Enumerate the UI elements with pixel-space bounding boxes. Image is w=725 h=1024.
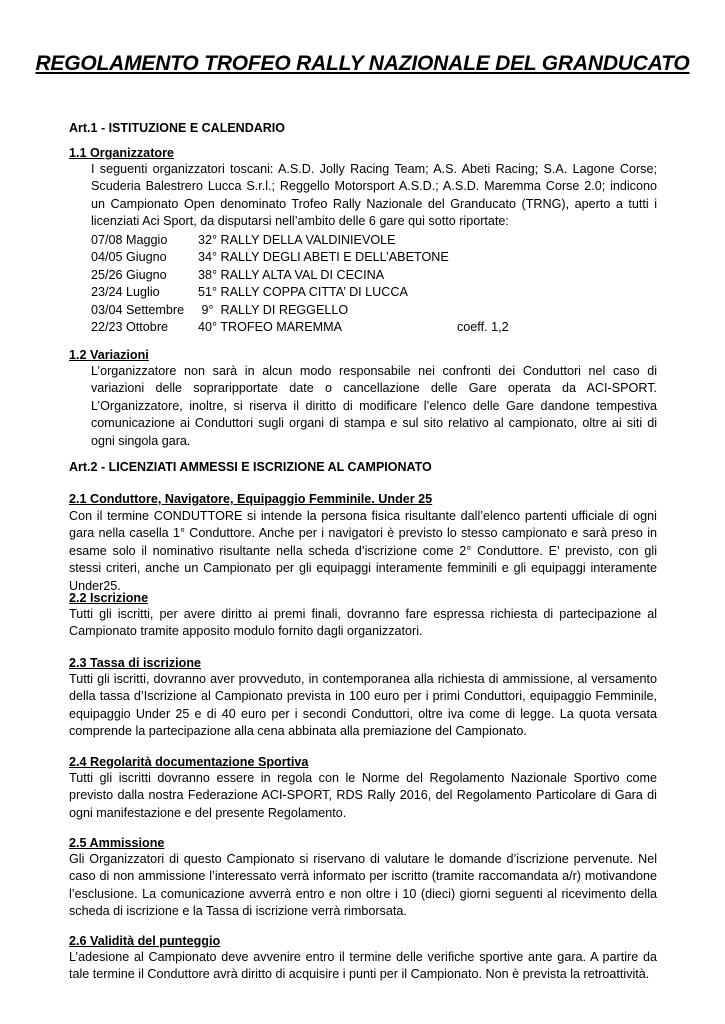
section-1-1-text: I seguenti organizzatori toscani: A.S.D. Jolly Racing Team; A.S. Abeti Racing; S.A. Lagone Corse; Scuderia Balestrero Lucca S.r.l.; Reggello Motorsport A.S.D.; A.S.D. Maremma Corse 2.0; indicono un Campionato Open denominato Trofeo Rally Nazionale del Granducato (TRNG), aperto a tutti i licenziati Aci Sport, da disputarsi nell’ambito delle 6 gare qui sotto riportate:	[91, 162, 657, 229]
article-2-heading: Art.2 - LICENZIATI AMMESSI E ISCRIZIONE AL CAMPIONATO	[69, 460, 432, 474]
calendar-event: 51° RALLY COPPA CITTA’ DI LUCCA	[198, 285, 408, 300]
section-2-4-title: 2.4 Regolarità documentazione Sportiva	[69, 755, 309, 769]
calendar-date: 07/08 Maggio	[91, 233, 168, 247]
calendar-date: 25/26 Giugno	[91, 267, 167, 282]
section-2-6-title: 2.6 Validità del punteggio	[69, 934, 221, 948]
calendar-event: 34° RALLY DEGLI ABETI E DELL’ABETONE	[198, 250, 449, 265]
section-2-1-text: Con il termine CONDUTTORE si intende la persona fisica risultante dall’elenco partenti ufficiale di ogni gara nella casella 1° Conduttore. Anche per i navigatori è previsto lo stesso campionato e sarà preso in esame solo il nominativo risultante nella scheda d’iscrizione come 2° Conduttore. E’ previsto, con gli stessi criteri, anche un Campionato per gli equipaggi interamente femminili e gli equipaggi interamente Under25.	[69, 509, 657, 593]
section-1-2-text: L’organizzatore non sarà in alcun modo responsabile nei confronti dei Conduttori nel caso di variazioni delle sopraripportate date o cancellazione delle Gare operata da ACI-SPORT. L’Organizzatore, inoltre, si riserva il diritto di modificare l’elenco delle Gare dandone tempestiva comunicazione ai Conduttori sugli organi di stampa e sul sito relativo al campionato, oltre ai siti di ogni singola gara.	[91, 364, 657, 448]
calendar-event: 9° RALLY DI REGGELLO	[198, 302, 349, 317]
calendar-note: coeff. 1,2	[457, 319, 509, 334]
section-2-5-text: Gli Organizzatori di questo Campionato si riservano di valutare le domande d’iscrizione pervenute. Nel caso di non ammissione l’interessato verrà informato per iscritto (tramite raccomandata a/r) motivandone l’esclusione. La comunicazione avverrà entro e non oltre i 10 (dieci) giorni seguenti al ricevimento della scheda di iscrizione e la Tassa di iscrizione verrà rimborsata.	[69, 852, 657, 919]
section-1-2-title: 1.2 Variazioni	[69, 348, 149, 362]
document-title: REGOLAMENTO TROFEO RALLY NAZIONALE DEL GRANDUCATO	[35, 52, 690, 75]
calendar-date: 23/24 Luglio	[91, 285, 160, 300]
calendar-event: 38° RALLY ALTA VAL DI CECINA	[198, 267, 385, 282]
section-2-3-title: 2.3 Tassa di iscrizione	[69, 656, 202, 670]
section-2-2-text: Tutti gli iscritti, per avere diritto ai premi finali, dovranno fare espressa richiesta di partecipazione al Campionato tramite apposito modulo fornito dagli organizzatori.	[69, 607, 657, 639]
calendar-event: 40° TROFEO MAREMMA	[198, 319, 343, 334]
section-2-6-text: L’adesione al Campionato deve avvenire entro il termine delle verifiche sportive ante gara. A partire da tale termine il Conduttore avrà diritto di acquisire i punti per il Campionato. Non è prevista la retroattività.	[69, 950, 657, 982]
section-2-2-title: 2.2 Iscrizione	[69, 591, 149, 605]
calendar-event: 32° RALLY DELLA VALDINIEVOLE	[198, 233, 396, 247]
calendar-date: 04/05 Giugno	[91, 250, 167, 265]
calendar-date: 22/23 Ottobre	[91, 319, 169, 334]
section-2-4-text: Tutti gli iscritti dovranno essere in regola con le Norme del Regolamento Nazionale Sportivo come previsto dalla nostra Federazione ACI-SPORT, RDS Rally 2016, del Regolamento Particolare di Gara di ogni manifestazione e del presente Regolamento.	[69, 771, 657, 820]
section-2-1-title: 2.1 Conduttore, Navigatore, Equipaggio Femminile. Under 25	[69, 492, 433, 506]
section-1-1-title: 1.1 Organizzatore	[69, 146, 174, 160]
article-1-heading: Art.1 - ISTITUZIONE E CALENDARIO	[69, 121, 285, 135]
section-2-3-text: Tutti gli iscritti, dovranno aver provveduto, in contemporanea alla richiesta di ammissione, al versamento della tassa d’Iscrizione al Campionato prevista in 100 euro per i primi Conduttori, equipaggio Femminile, equipaggio Under 25 e di 40 euro per i secondi Conduttori, oltre iva come di legge. La quota versata comprende la partecipazione alla cena abbinata alla premiazione del Campionato.	[69, 672, 657, 739]
section-2-5-title: 2.5 Ammissione	[69, 836, 165, 850]
calendar-date: 03/04 Settembre	[91, 302, 185, 317]
